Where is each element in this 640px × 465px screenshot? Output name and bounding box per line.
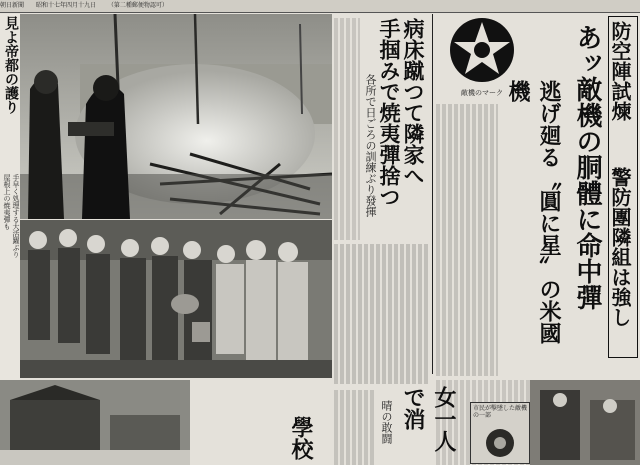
middle-subheadline: 各所で日ごろの訓練ぶり發揮 — [364, 74, 377, 217]
masthead-right: （第二種郵便物認可） — [107, 2, 168, 9]
main-kicker-2: 警防團隣組は強し — [608, 167, 632, 327]
photo-school — [0, 380, 190, 465]
bottom-right-caption: 市民が擊墜した敵機の一部 — [473, 405, 528, 419]
wreck-fragment-icon — [471, 421, 529, 461]
photo-bucket-brigade — [20, 220, 332, 378]
bucket-brigade-image — [20, 220, 332, 378]
bottom-headline: 女一人で消 — [400, 386, 457, 452]
main-kicker: 防空陣試煉 — [608, 21, 632, 121]
masthead-date: 昭和十七年四月十九日 — [35, 2, 96, 9]
bottom-right-caption-box — [470, 402, 530, 464]
middle-headline-2: 手掴みで焼夷彈捨つ — [377, 18, 402, 207]
insignia-caption: 敵機のマーク — [461, 89, 503, 97]
masthead — [0, 0, 640, 13]
main-headline-1: あッ敵機の胴體に命中彈 — [572, 24, 602, 310]
masthead-left: 朝日新聞 — [0, 2, 25, 9]
middle-body-text — [334, 244, 430, 384]
photo-fire-scene — [20, 14, 332, 219]
left-banner-title: 見よ帝都の護り — [3, 16, 19, 114]
middle-body-text-upper — [334, 18, 360, 240]
left-banner-sub1: 屋根上の焼夷彈も — [3, 174, 11, 230]
main-headline-2: 逃げ廻る〝圓に星〟の米國機 — [505, 80, 562, 344]
left-banner — [0, 14, 20, 386]
middle-article — [334, 14, 430, 386]
bottom-subheadline: 晴の敢闘 — [380, 400, 393, 444]
bottom-body-text — [334, 390, 376, 465]
main-body-text — [436, 104, 498, 376]
fire-scene-image — [20, 14, 332, 219]
main-kicker-box — [608, 16, 638, 358]
wreckage-image — [530, 380, 640, 465]
column-rule — [432, 14, 433, 374]
bottom-left-headline: 學校 — [288, 416, 314, 460]
middle-headline-1: 病床蹴つて隣家へ — [401, 18, 426, 186]
school-image — [0, 380, 190, 465]
photo-wreckage — [530, 380, 640, 465]
roundel-star-icon — [444, 14, 520, 90]
left-banner-sub2: 手早く処理する大活躍ぶり — [12, 174, 20, 258]
